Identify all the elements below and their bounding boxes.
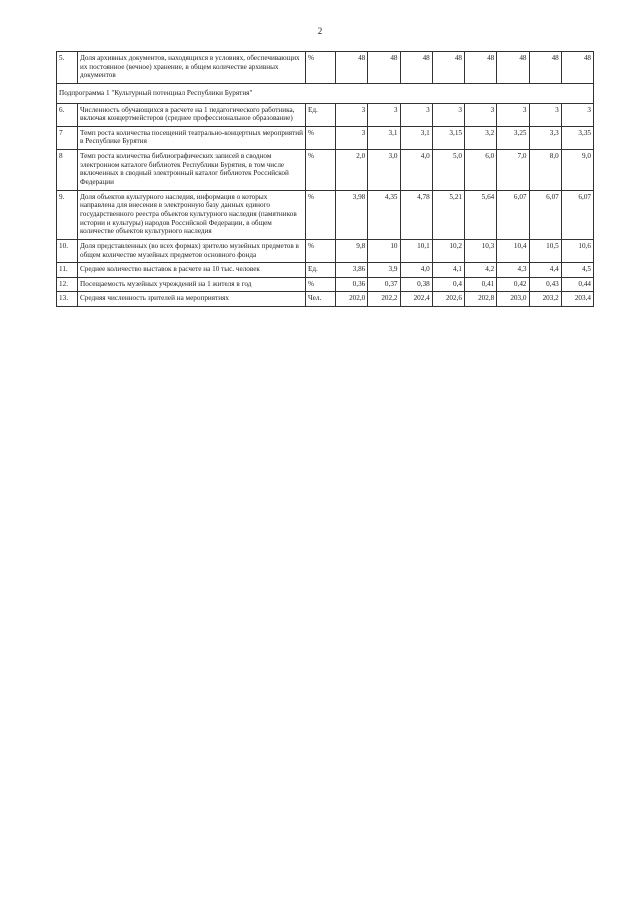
value-cell: 5,21 [432,190,464,239]
value-cell: 202,2 [368,292,400,307]
table-row [57,277,594,292]
row-number: 6. [57,103,78,126]
unit-cell: % [306,52,336,84]
value-cell: 4,4 [529,263,561,278]
value-cell: 48 [561,52,593,84]
value-cell: 10,2 [432,239,464,262]
indicator-name: Доля архивных документов, находящихся в условиях, обеспечивающих их постоянное (вечное) хранение, в общем количестве архивных документов [78,52,306,84]
value-cell: 3 [336,126,368,149]
value-cell: 4,5 [561,263,593,278]
value-cell: 3,3 [529,126,561,149]
value-cell: 0,41 [465,277,497,292]
value-cell: 3 [561,103,593,126]
value-cell: 2,0 [336,150,368,191]
value-cell: 10,6 [561,239,593,262]
value-cell: 3 [368,103,400,126]
value-cell: 3 [465,103,497,126]
table-row [57,239,594,262]
unit-cell: % [306,126,336,149]
value-cell: 0,42 [497,277,529,292]
value-cell: 0,36 [336,277,368,292]
value-cell: 4,2 [465,263,497,278]
value-cell: 3,0 [368,150,400,191]
unit-cell: % [306,277,336,292]
value-cell: 7,0 [497,150,529,191]
page-number: 2 [317,26,323,36]
value-cell: 48 [336,52,368,84]
value-cell: 10,1 [400,239,432,262]
indicator-name: Доля объектов культурного наследия, информация о которых направлена для внесения в электронную базу данных единого государственного реестра объектов культурного наследия (памятников истории и культуры) народов Российской Федерации, в общем количестве объектов культурного наследия [78,190,306,239]
row-number: 13. [57,292,78,307]
value-cell: 10,3 [465,239,497,262]
value-cell: 9,0 [561,150,593,191]
row-number: 8 [57,150,78,191]
value-cell: 6,0 [465,150,497,191]
value-cell: 3,1 [400,126,432,149]
subprogram-title: Подпрограмма 1 "Культурный потенциал Республики Бурятия" [57,83,594,103]
unit-cell: Ед. [306,263,336,278]
value-cell: 0,37 [368,277,400,292]
value-cell: 202,4 [400,292,432,307]
value-cell: 202,8 [465,292,497,307]
value-cell: 3,1 [368,126,400,149]
value-cell: 3,86 [336,263,368,278]
indicator-name: Темп роста количества посещений театрально-концертных мероприятий в Республике Бурятия [78,126,306,149]
table-row [57,190,594,239]
value-cell: 9,8 [336,239,368,262]
value-cell: 202,0 [336,292,368,307]
indicator-name: Посещаемость музейных учреждений на 1 жителя в год [78,277,306,292]
value-cell: 3 [497,103,529,126]
row-number: 10. [57,239,78,262]
table-row [57,126,594,149]
value-cell: 203,4 [561,292,593,307]
value-cell: 3,15 [432,126,464,149]
subprogram-header-row [57,83,594,103]
table-row [57,263,594,278]
value-cell: 48 [497,52,529,84]
indicator-name: Среднее количество выставок в расчете на 10 тыс. человек [78,263,306,278]
unit-cell: % [306,190,336,239]
value-cell: 202,6 [432,292,464,307]
value-cell: 0,43 [529,277,561,292]
value-cell: 203,0 [497,292,529,307]
value-cell: 6,07 [529,190,561,239]
value-cell: 10 [368,239,400,262]
value-cell: 0,38 [400,277,432,292]
indicator-name: Численность обучающихся в расчете на 1 педагогического работника, включая концертмейстеров (среднее профессиональное образование) [78,103,306,126]
row-number: 9. [57,190,78,239]
unit-cell: % [306,150,336,191]
value-cell: 6,07 [497,190,529,239]
table-row [57,52,594,84]
value-cell: 0,44 [561,277,593,292]
value-cell: 6,07 [561,190,593,239]
value-cell: 4,78 [400,190,432,239]
value-cell: 8,0 [529,150,561,191]
row-number: 5. [57,52,78,84]
value-cell: 3 [432,103,464,126]
indicator-name: Темп роста количества библиографических записей в сводном электронном каталоге библиотек Республики Бурятия, в том числе включенных в сводный электронный каталог библиотек Российской Федерации [78,150,306,191]
value-cell: 0,4 [432,277,464,292]
unit-cell: % [306,239,336,262]
value-cell: 48 [432,52,464,84]
row-number: 7 [57,126,78,149]
value-cell: 4,0 [400,263,432,278]
unit-cell: Ед. [306,103,336,126]
value-cell: 203,2 [529,292,561,307]
value-cell: 3,35 [561,126,593,149]
value-cell: 3,9 [368,263,400,278]
value-cell: 4,0 [400,150,432,191]
value-cell: 4,1 [432,263,464,278]
value-cell: 5,64 [465,190,497,239]
value-cell: 4,3 [497,263,529,278]
value-cell: 3,98 [336,190,368,239]
row-number: 12. [57,277,78,292]
unit-cell: Чел. [306,292,336,307]
value-cell: 3 [336,103,368,126]
value-cell: 4,35 [368,190,400,239]
value-cell: 5,0 [432,150,464,191]
indicators-table [56,51,594,307]
value-cell: 48 [465,52,497,84]
value-cell: 48 [368,52,400,84]
value-cell: 48 [529,52,561,84]
value-cell: 3,25 [497,126,529,149]
value-cell: 10,4 [497,239,529,262]
value-cell: 3 [529,103,561,126]
indicator-name: Средняя численность зрителей на мероприятиях [78,292,306,307]
value-cell: 3 [400,103,432,126]
table-row [57,103,594,126]
table-row [57,150,594,191]
value-cell: 10,5 [529,239,561,262]
indicator-name: Доля представленных (во всех формах) зрителю музейных предметов в общем количестве музейных предметов основного фонда [78,239,306,262]
value-cell: 48 [400,52,432,84]
table-row [57,292,594,307]
value-cell: 3,2 [465,126,497,149]
row-number: 11. [57,263,78,278]
